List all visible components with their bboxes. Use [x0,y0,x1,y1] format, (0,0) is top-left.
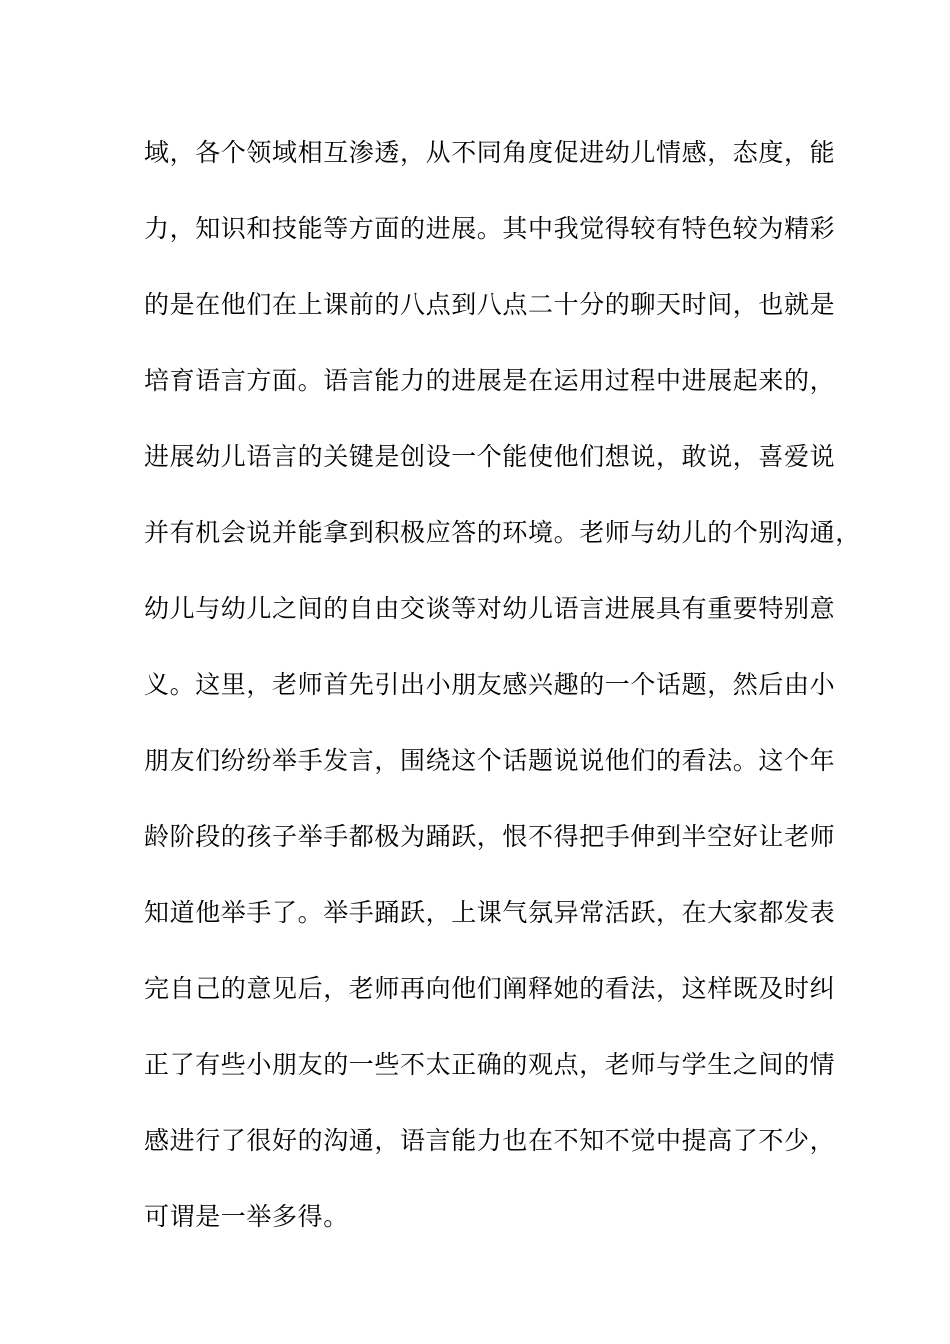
text-line: 正了有些小朋友的一些不太正确的观点，老师与学生之间的情 [144,1050,836,1079]
text-line: 知道他举手了。举手踊跃，上课气氛异常活跃，在大家都发表 [144,898,836,927]
text-line: 并有机会说并能拿到积极应答的环境。老师与幼儿的个别沟通， [144,518,861,547]
text-line: 幼儿与幼儿之间的自由交谈等对幼儿语言进展具有重要特别意 [144,594,836,623]
text-line: 域，各个领域相互渗透，从不同角度促进幼儿情感，态度，能 [144,138,836,167]
text-line: 龄阶段的孩子举手都极为踊跃，恨不得把手伸到半空好让老师 [144,822,836,851]
text-line: 朋友们纷纷举手发言，围绕这个话题说说他们的看法。这个年 [144,746,836,775]
text-line: 的是在他们在上课前的八点到八点二十分的聊天时间，也就是 [144,290,836,319]
text-line: 完自己的意见后，老师再向他们阐释她的看法，这样既及时纠 [144,974,836,1003]
text-line: 进展幼儿语言的关键是创设一个能使他们想说，敢说，喜爱说 [144,442,836,471]
text-line: 培育语言方面。语言能力的进展是在运用过程中进展起来的， [144,366,836,395]
text-line: 义。这里，老师首先引出小朋友感兴趣的一个话题，然后由小 [144,670,836,699]
text-line: 可谓是一举多得。 [144,1202,349,1231]
text-line: 感进行了很好的沟通，语言能力也在不知不觉中提高了不少， [144,1126,836,1155]
body-paragraph [144,131,861,1271]
text-line: 力，知识和技能等方面的进展。其中我觉得较有特色较为精彩 [144,214,836,243]
